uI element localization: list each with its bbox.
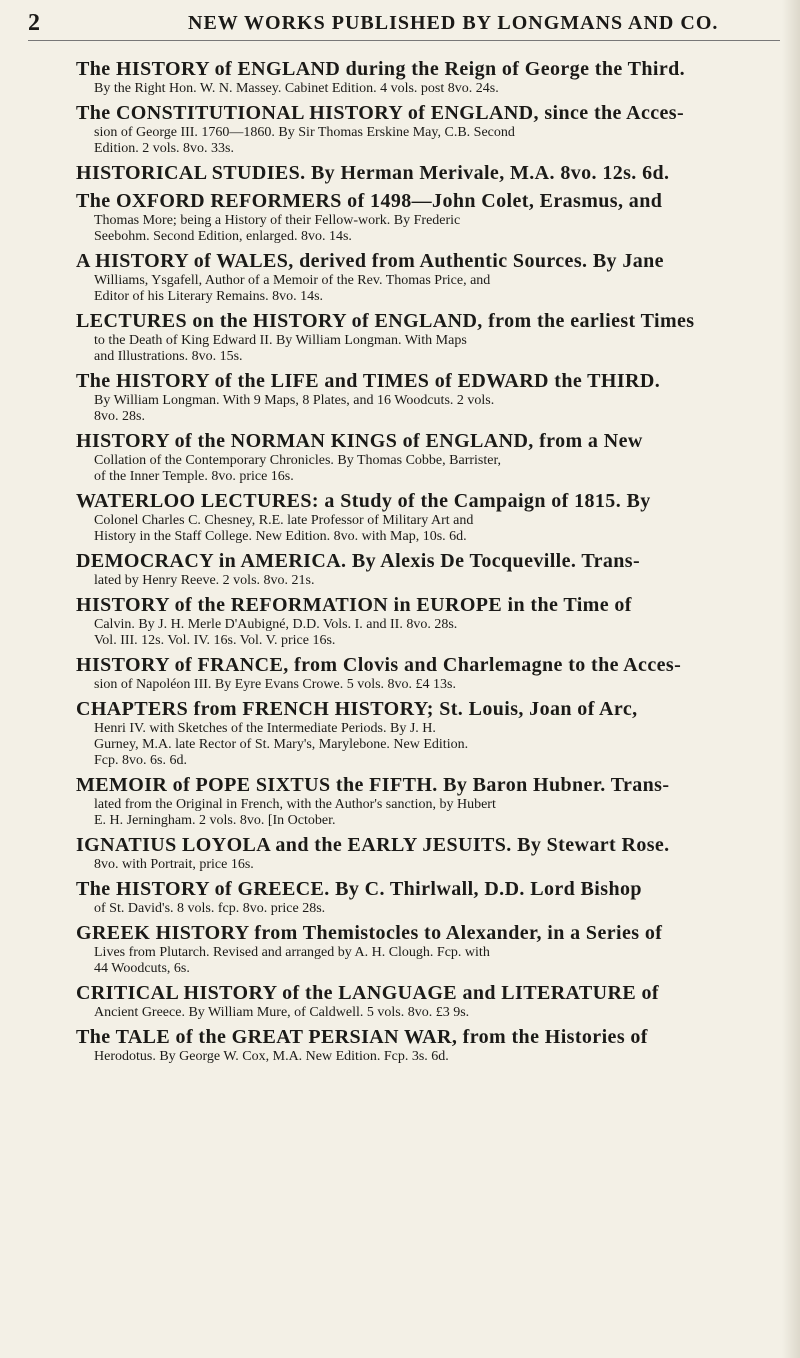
entry-detail-line: Colonel Charles C. Chesney, R.E. late Professor of Military Art and [94,513,474,528]
entry-detail-line: Henri IV. with Sketches of the Intermediate Periods. By J. H. [94,721,436,736]
catalogue-entry [76,490,792,545]
entry-detail-line: of the Inner Temple. 8vo. price 16s. [94,469,294,484]
catalogue-entry [76,834,792,873]
page-edge-shadow [782,0,800,1358]
catalogue-entry [76,922,792,977]
entry-title: WATERLOO LECTURES: a Study of the Campaign of 1815. By [76,490,651,512]
page-header [28,6,780,41]
entry-detail-line: History in the Staff College. New Edition. 8vo. with Map, 10s. 6d. [94,529,467,544]
entry-title: HISTORY of the NORMAN KINGS of ENGLAND, from a New [76,430,643,452]
entry-title: DEMOCRACY in AMERICA. By Alexis De Tocqueville. Trans- [76,550,641,572]
entry-detail-line: Williams, Ysgafell, Author of a Memoir of the Rev. Thomas Price, and [94,273,491,288]
catalogue-entry [76,774,792,829]
entry-detail-line: sion of George III. 1760—1860. By Sir Thomas Erskine May, C.B. Second [94,125,515,140]
entry-detail-line: 44 Woodcuts, 6s. [94,961,190,976]
entry-detail-line: Fcp. 8vo. 6s. 6d. [94,753,187,768]
entry-title: HISTORICAL STUDIES. By Herman Merivale, M.A. 8vo. 12s. 6d. [76,162,670,184]
entry-detail-line: Seebohm. Second Edition, enlarged. 8vo. 14s. [94,229,352,244]
running-head: NEW WORKS PUBLISHED BY LONGMANS AND CO. [188,12,719,34]
catalogue-entry [76,550,792,589]
entry-detail-line: Thomas More; being a History of their Fellow-work. By Frederic [94,213,461,228]
entry-detail-line: Calvin. By J. H. Merle D'Aubigné, D.D. Vols. I. and II. 8vo. 28s. [94,617,458,632]
entry-detail-line: and Illustrations. 8vo. 15s. [94,349,243,364]
entry-detail-line: lated by Henry Reeve. 2 vols. 8vo. 21s. [94,573,315,588]
entry-detail-line: Vol. III. 12s. Vol. IV. 16s. Vol. V. price 16s. [94,633,336,648]
entry-title: The HISTORY of ENGLAND during the Reign of George the Third. [76,58,686,80]
catalogue-entry [76,698,792,769]
catalogue-entry [76,310,792,365]
catalogue-entry [76,1026,792,1065]
catalogue-entry [76,162,792,185]
entry-detail-line: sion of Napoléon III. By Eyre Evans Crowe. 5 vols. 8vo. £4 13s. [94,677,457,692]
entry-detail-line: Edition. 2 vols. 8vo. 33s. [94,141,235,156]
catalogue-entry [76,982,792,1021]
catalogue-entry [76,594,792,649]
entry-detail-line: Editor of his Literary Remains. 8vo. 14s. [94,289,324,304]
entry-detail-line: Ancient Greece. By William Mure, of Caldwell. 5 vols. 8vo. £3 9s. [94,1005,470,1020]
entry-title: A HISTORY of WALES, derived from Authentic Sources. By Jane [76,250,664,272]
entry-title: The CONSTITUTIONAL HISTORY of ENGLAND, since the Acces- [76,102,685,124]
entry-title: GREEK HISTORY from Themistocles to Alexander, in a Series of [76,922,663,944]
entry-detail-line: Herodotus. By George W. Cox, M.A. New Edition. Fcp. 3s. 6d. [94,1049,449,1064]
entry-detail-line: By William Longman. With 9 Maps, 8 Plates, and 16 Woodcuts. 2 vols. [94,393,495,408]
catalogue-entries [76,58,792,1070]
entry-detail-line: 8vo. with Portrait, price 16s. [94,857,254,872]
entry-title: The OXFORD REFORMERS of 1498—John Colet, Erasmus, and [76,190,663,212]
catalogue-entry [76,430,792,485]
page-number: 2 [28,10,40,36]
catalogue-entry [76,250,792,305]
catalogue-entry [76,370,792,425]
entry-detail-line: to the Death of King Edward II. By William Longman. With Maps [94,333,467,348]
catalogue-entry [76,878,792,917]
entry-title: HISTORY of the REFORMATION in EUROPE in the Time of [76,594,632,616]
entry-detail-line: Collation of the Contemporary Chronicles. By Thomas Cobbe, Barrister, [94,453,502,468]
entry-title: HISTORY of FRANCE, from Clovis and Charlemagne to the Acces- [76,654,682,676]
entry-title: CRITICAL HISTORY of the LANGUAGE and LITERATURE of [76,982,659,1004]
entry-title: LECTURES on the HISTORY of ENGLAND, from the earliest Times [76,310,695,332]
entry-title: The TALE of the GREAT PERSIAN WAR, from the Histories of [76,1026,648,1048]
catalogue-entry [76,102,792,157]
entry-detail-line: E. H. Jerningham. 2 vols. 8vo. [In October. [94,813,336,828]
entry-title: IGNATIUS LOYOLA and the EARLY JESUITS. By Stewart Rose. [76,834,670,856]
catalogue-entry [76,654,792,693]
entry-title: CHAPTERS from FRENCH HISTORY; St. Louis, Joan of Arc, [76,698,638,720]
entry-detail-line: of St. David's. 8 vols. fcp. 8vo. price 28s. [94,901,326,916]
entry-detail-line: lated from the Original in French, with the Author's sanction, by Hubert [94,797,496,812]
entry-title: The HISTORY of GREECE. By C. Thirlwall, D.D. Lord Bishop [76,878,642,900]
entry-detail-line: Gurney, M.A. late Rector of St. Mary's, Marylebone. New Edition. [94,737,469,752]
entry-detail-line: By the Right Hon. W. N. Massey. Cabinet Edition. 4 vols. post 8vo. 24s. [94,81,499,96]
entry-title: The HISTORY of the LIFE and TIMES of EDWARD the THIRD. [76,370,661,392]
catalogue-entry [76,58,792,97]
catalogue-entry [76,190,792,245]
entry-detail-line: 8vo. 28s. [94,409,145,424]
entry-title: MEMOIR of POPE SIXTUS the FIFTH. By Baron Hubner. Trans- [76,774,670,796]
entry-detail-line: Lives from Plutarch. Revised and arranged by A. H. Clough. Fcp. with [94,945,490,960]
